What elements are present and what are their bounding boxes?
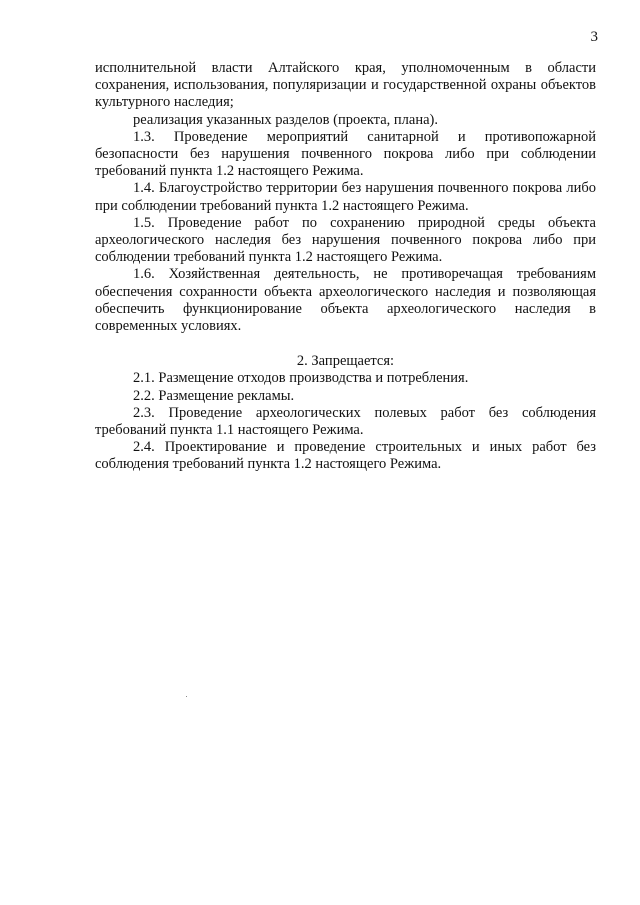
paragraph-1-4: 1.4. Благоустройство территории без нарушения почвенного покрова либо при соблюдении требований пункта 1.2 настоящего Режима.: [95, 180, 596, 214]
paragraph-2-2: 2.2. Размещение рекламы.: [133, 387, 295, 404]
paragraph-2-1: 2.1. Размещение отходов производства и потребления.: [133, 370, 469, 387]
scan-speck: [186, 696, 187, 697]
section-2-heading: 2. Запрещается:: [296, 353, 395, 370]
paragraph-2-3: 2.3. Проведение археологических полевых работ без соблюдения требований пункта 1.1 настоящего Режима.: [95, 404, 596, 439]
paragraph-1-6: 1.6. Хозяйственная деятельность, не противоречащая требованиям обеспечения сохранности объекта археологического наследия и позволяющая обеспечить функционирование объекта археологического наследия в современных условиях.: [95, 266, 596, 335]
paragraph-intro-implementation: реализация указанных разделов (проекта, плана).: [133, 111, 438, 128]
paragraph-1-5: 1.5. Проведение работ по сохранению природной среды объекта археологического наследия без нарушения почвенного покрова либо при соблюдении требований пункта 1.2 настоящего Режима.: [95, 214, 596, 266]
paragraph-intro-continuation: исполнительной власти Алтайского края, уполномоченным в области сохранения, использования, популяризации и государственной охраны объектов культурного наследия;: [95, 60, 596, 111]
page-number: 3: [590, 29, 598, 45]
document-body: [95, 60, 596, 474]
paragraph-2-4: 2.4. Проектирование и проведение строительных и иных работ без соблюдения требований пункта 1.2 настоящего Режима.: [95, 439, 596, 473]
paragraph-1-3: 1.3. Проведение мероприятий санитарной и противопожарной безопасности без нарушения почвенного покрова либо при соблюдении требований пункта 1.2 настоящего Режима.: [95, 128, 596, 180]
